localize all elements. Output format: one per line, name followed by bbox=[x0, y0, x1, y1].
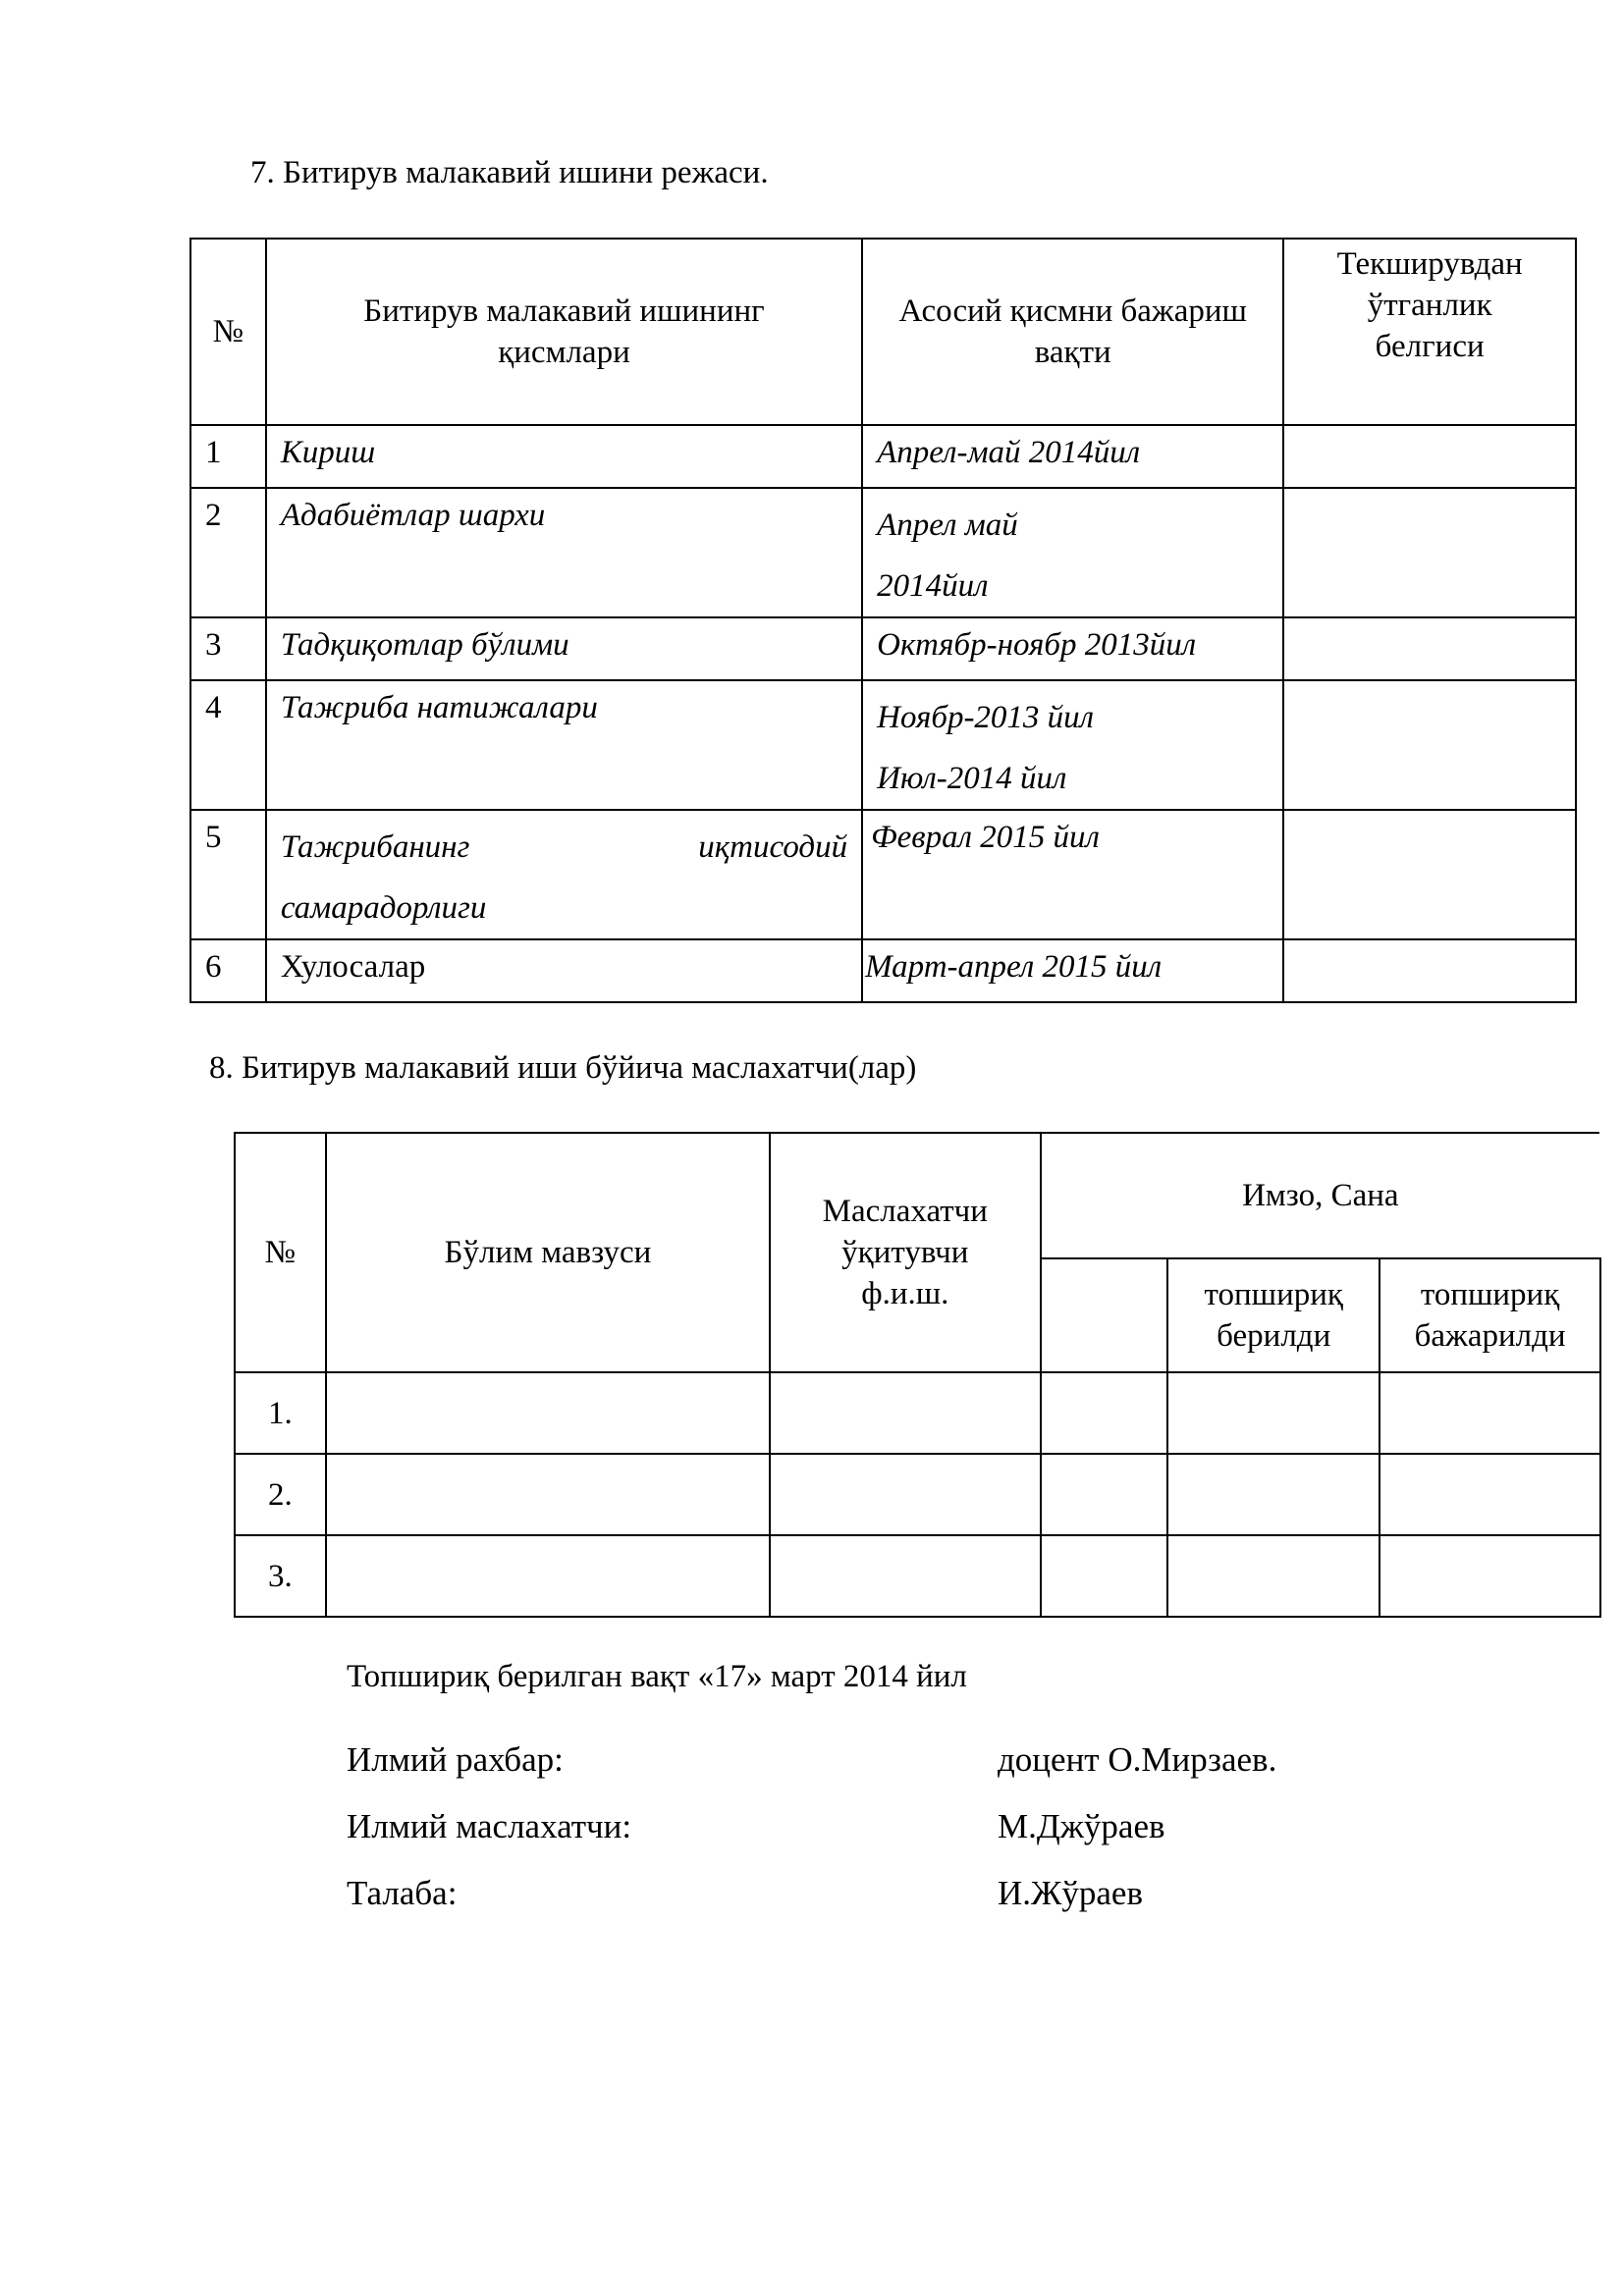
header-check bbox=[1283, 239, 1576, 425]
header-done-line2: бажарилди bbox=[1414, 1318, 1566, 1354]
row-time-line1: Апрел май bbox=[877, 507, 1018, 543]
header-given-line2: берилди bbox=[1217, 1318, 1331, 1354]
header-advisor-line2: ўқитувчи bbox=[841, 1235, 969, 1270]
row-part: Тажриба натижалари bbox=[266, 680, 862, 810]
header-time-line2: вақти bbox=[1034, 335, 1111, 370]
student-name: И.Жўраев bbox=[998, 1874, 1143, 1912]
table-row bbox=[235, 1535, 1600, 1617]
row-advisor bbox=[770, 1535, 1041, 1617]
header-check-line3: белгиси bbox=[1375, 329, 1485, 364]
table-row bbox=[190, 939, 1576, 1002]
row-part-line2: самарадорлиги bbox=[280, 890, 487, 926]
row-num: 6 bbox=[190, 939, 266, 1002]
header-advisor-line1: Маслахатчи bbox=[822, 1194, 988, 1229]
row-part-line1 bbox=[281, 817, 861, 878]
row-time: Феврал 2015 йил bbox=[862, 810, 1283, 939]
row-done bbox=[1380, 1535, 1600, 1617]
row-time bbox=[862, 488, 1283, 617]
header-parts-line2: қисмлари bbox=[498, 335, 630, 370]
row-num: 4 bbox=[190, 680, 266, 810]
header-blank bbox=[1041, 1258, 1168, 1372]
table-row bbox=[190, 810, 1576, 939]
row-part-word2: иқтисодий bbox=[698, 829, 848, 865]
row-advisor bbox=[770, 1454, 1041, 1535]
row-num: 1. bbox=[235, 1372, 326, 1454]
advisors-table bbox=[234, 1132, 1601, 1618]
plan-table bbox=[189, 238, 1577, 1003]
row-part: Хулосалар bbox=[266, 939, 862, 1002]
row-topic bbox=[326, 1372, 770, 1454]
row-part bbox=[266, 810, 862, 939]
table-row bbox=[190, 425, 1576, 488]
row-check bbox=[1283, 425, 1576, 488]
table-row bbox=[190, 680, 1576, 810]
header-num: № bbox=[235, 1133, 326, 1372]
row-part: Адабиётлар шархи bbox=[266, 488, 862, 617]
section7-title: 7. Битирув малакавий ишини режаси. bbox=[250, 155, 769, 190]
row-check bbox=[1283, 810, 1576, 939]
row-num: 3. bbox=[235, 1535, 326, 1617]
plan-table-header bbox=[190, 239, 1576, 425]
row-num: 5 bbox=[190, 810, 266, 939]
supervisor-name: доцент О.Мирзаев. bbox=[998, 1740, 1277, 1779]
row-time-line2: Июл-2014 йил bbox=[877, 761, 1067, 796]
section8-title: 8. Битирув малакавий иши бўйича маслахатчи(лар) bbox=[209, 1050, 917, 1086]
row-time: Март-апрел 2015 йил bbox=[862, 939, 1283, 1002]
header-parts-line1: Битирув малакавий ишининг bbox=[363, 294, 765, 329]
row-topic bbox=[326, 1454, 770, 1535]
row-done bbox=[1380, 1454, 1600, 1535]
row-num: 2 bbox=[190, 488, 266, 617]
header-time-line1: Асосий қисмни бажариш bbox=[898, 294, 1247, 329]
row-given bbox=[1167, 1372, 1380, 1454]
table-row bbox=[235, 1372, 1600, 1454]
row-num: 1 bbox=[190, 425, 266, 488]
table-row bbox=[190, 488, 1576, 617]
header-parts bbox=[266, 239, 862, 425]
row-given bbox=[1167, 1454, 1380, 1535]
row-part-word1: Тажрибанинг bbox=[280, 829, 470, 865]
advisors-header-row1 bbox=[235, 1133, 1600, 1258]
row-part: Тадқиқотлар бўлими bbox=[266, 617, 862, 680]
advisor-name: М.Джўраев bbox=[998, 1807, 1165, 1845]
header-check-line1: Текширувдан bbox=[1336, 246, 1523, 282]
row-topic bbox=[326, 1535, 770, 1617]
header-sign-date: Имзо, Сана bbox=[1041, 1133, 1600, 1258]
row-advisor bbox=[770, 1372, 1041, 1454]
header-num: № bbox=[190, 239, 266, 425]
row-time: Апрел-май 2014йил bbox=[862, 425, 1283, 488]
row-num: 2. bbox=[235, 1454, 326, 1535]
header-done bbox=[1380, 1258, 1600, 1372]
header-advisor bbox=[770, 1133, 1041, 1372]
header-advisor-line3: ф.и.ш. bbox=[861, 1276, 949, 1311]
row-time-line2: 2014йил bbox=[877, 568, 989, 604]
row-check bbox=[1283, 488, 1576, 617]
row-given bbox=[1167, 1535, 1380, 1617]
row-time-line1: Ноябр-2013 йил bbox=[877, 700, 1095, 735]
row-time bbox=[862, 680, 1283, 810]
row-check bbox=[1283, 617, 1576, 680]
row-done bbox=[1380, 1372, 1600, 1454]
table-row bbox=[235, 1454, 1600, 1535]
header-topic: Бўлим мавзуси bbox=[326, 1133, 770, 1372]
supervisor-label: Илмий рахбар: bbox=[347, 1740, 564, 1779]
advisor-label: Илмий маслахатчи: bbox=[347, 1807, 632, 1845]
header-given-line1: топшириқ bbox=[1204, 1277, 1343, 1312]
header-done-line1: топшириқ bbox=[1420, 1277, 1560, 1312]
task-date: Топшириқ берилган вақт «17» март 2014 йил bbox=[347, 1659, 967, 1694]
header-time bbox=[862, 239, 1283, 425]
row-blank bbox=[1041, 1372, 1168, 1454]
row-blank bbox=[1041, 1454, 1168, 1535]
table-row bbox=[190, 617, 1576, 680]
student-label: Талаба: bbox=[347, 1874, 458, 1912]
header-check-line2: ўтганлик bbox=[1367, 288, 1492, 323]
row-check bbox=[1283, 680, 1576, 810]
row-num: 3 bbox=[190, 617, 266, 680]
header-given bbox=[1167, 1258, 1380, 1372]
row-part: Кириш bbox=[266, 425, 862, 488]
row-check bbox=[1283, 939, 1576, 1002]
row-blank bbox=[1041, 1535, 1168, 1617]
row-time: Октябр-ноябр 2013йил bbox=[862, 617, 1283, 680]
